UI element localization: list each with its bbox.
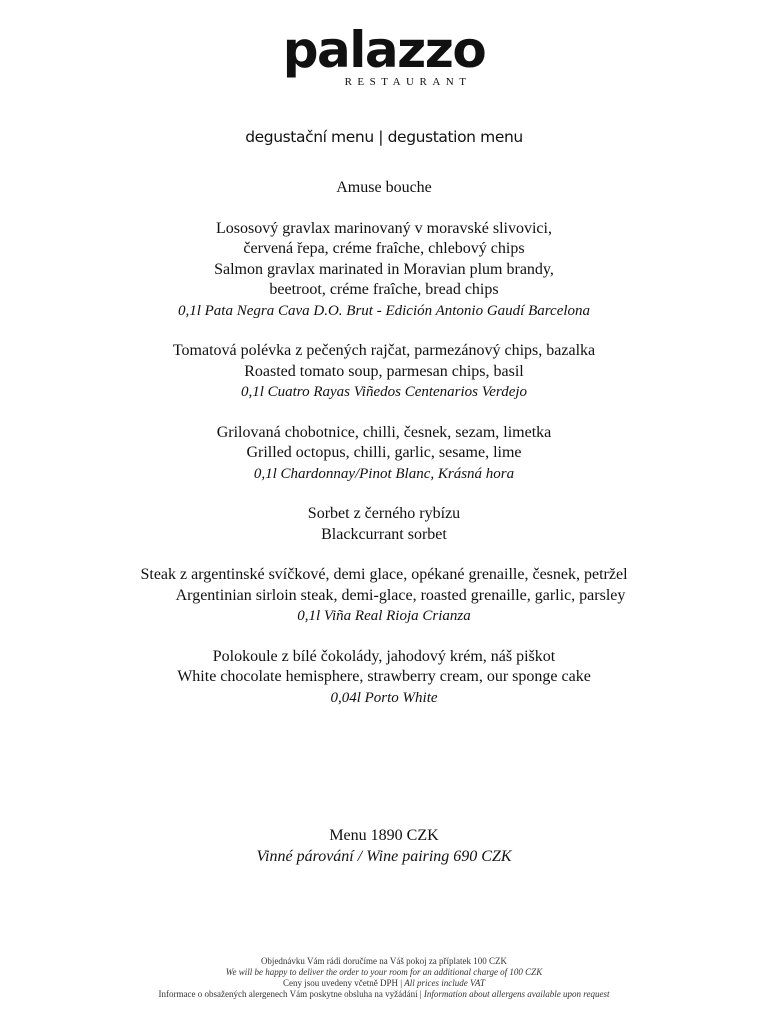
course-line: červená řepa, créme fraîche, chlebový chips: [243, 240, 525, 257]
footer-notes: [0, 956, 768, 1000]
footer-delivery-cz: Objednávku Vám rádi doručíme na Váš pokoj za příplatek 100 CZK: [260, 956, 508, 966]
course-line: Polokoule z bílé čokolády, jahodový krém, náš piškot: [212, 647, 556, 665]
course-line: Salmon gravlax marinated in Moravian plum brandy,: [214, 260, 554, 278]
wine-pairing: 0,1l Chardonnay/Pinot Blanc, Krásná hora: [253, 465, 515, 482]
course-line: Amuse bouche: [336, 179, 432, 196]
footer-vat: [0, 978, 768, 989]
footer-vat-cz: Ceny jsou uvedeny včetně DPH |: [282, 978, 403, 988]
wine-pairing: 0,04l Porto White: [330, 689, 438, 706]
logo-subtitle: RESTAURANT: [344, 76, 472, 88]
course-line: Blackcurrant sorbet: [321, 525, 447, 543]
wine-pairing-price: Vinné párování / Wine pairing 690 CZK: [256, 847, 512, 865]
course-tomato-soup: [0, 341, 768, 403]
course-line: Grilled octopus, chilli, garlic, sesame, lime: [246, 444, 522, 461]
menu-price-line: Menu 1890 CZK: [329, 827, 439, 844]
menu-price: [0, 826, 768, 867]
logo-wordmark: palazzo: [282, 21, 486, 79]
course-line: Steak z argentinské svíčkové, demi glace, opékané grenaille, česnek, petržel: [140, 566, 628, 583]
footer-allergens: [0, 989, 768, 1000]
restaurant-logo: [0, 22, 768, 88]
course-blackcurrant-sorbet: [0, 504, 768, 545]
footer-vat-en: All prices include VAT: [404, 978, 485, 988]
course-line: Lososový gravlax marinovaný v moravské slivovici,: [216, 219, 552, 237]
footer-allergens-en: Information about allergens available upon request: [423, 989, 610, 999]
course-list: [0, 178, 768, 708]
course-line: White chocolate hemisphere, strawberry cream, our sponge cake: [177, 668, 591, 685]
wine-pairing: 0,1l Viña Real Rioja Crianza: [297, 608, 471, 624]
footer-delivery-en: We will be happy to deliver the order to your room for an additional charge of 100 CZK: [225, 967, 543, 977]
menu-heading: degustační menu | degustation menu: [245, 128, 523, 146]
course-line: beetroot, créme fraîche, bread chips: [269, 281, 499, 298]
footer-allergens-cz: Informace o obsažených alergenech Vám poskytne obsluha na vyžádání |: [158, 989, 422, 999]
wine-pairing: 0,1l Pata Negra Cava D.O. Brut - Edición Antonio Gaudí Barcelona: [177, 302, 591, 319]
course-line: Roasted tomato soup, parmesan chips, basil: [244, 362, 524, 380]
course-line: Argentinian sirloin steak, demi-glace, roasted grenaille, garlic, parsley: [175, 586, 626, 604]
course-chocolate-dessert: [0, 647, 768, 709]
course-amuse-bouche: [0, 178, 768, 199]
wine-pairing: 0,1l Cuatro Rayas Viñedos Centenarios Verdejo: [240, 384, 528, 400]
course-salmon-gravlax: [0, 219, 768, 322]
course-line: Grilovaná chobotnice, chilli, česnek, sezam, limetka: [216, 423, 552, 441]
course-sirloin-steak: [0, 565, 768, 627]
course-line: Sorbet z černého rybízu: [307, 505, 461, 522]
course-grilled-octopus: [0, 423, 768, 485]
course-line: Tomatová polévka z pečených rajčat, parmezánový chips, bazalka: [172, 342, 596, 359]
